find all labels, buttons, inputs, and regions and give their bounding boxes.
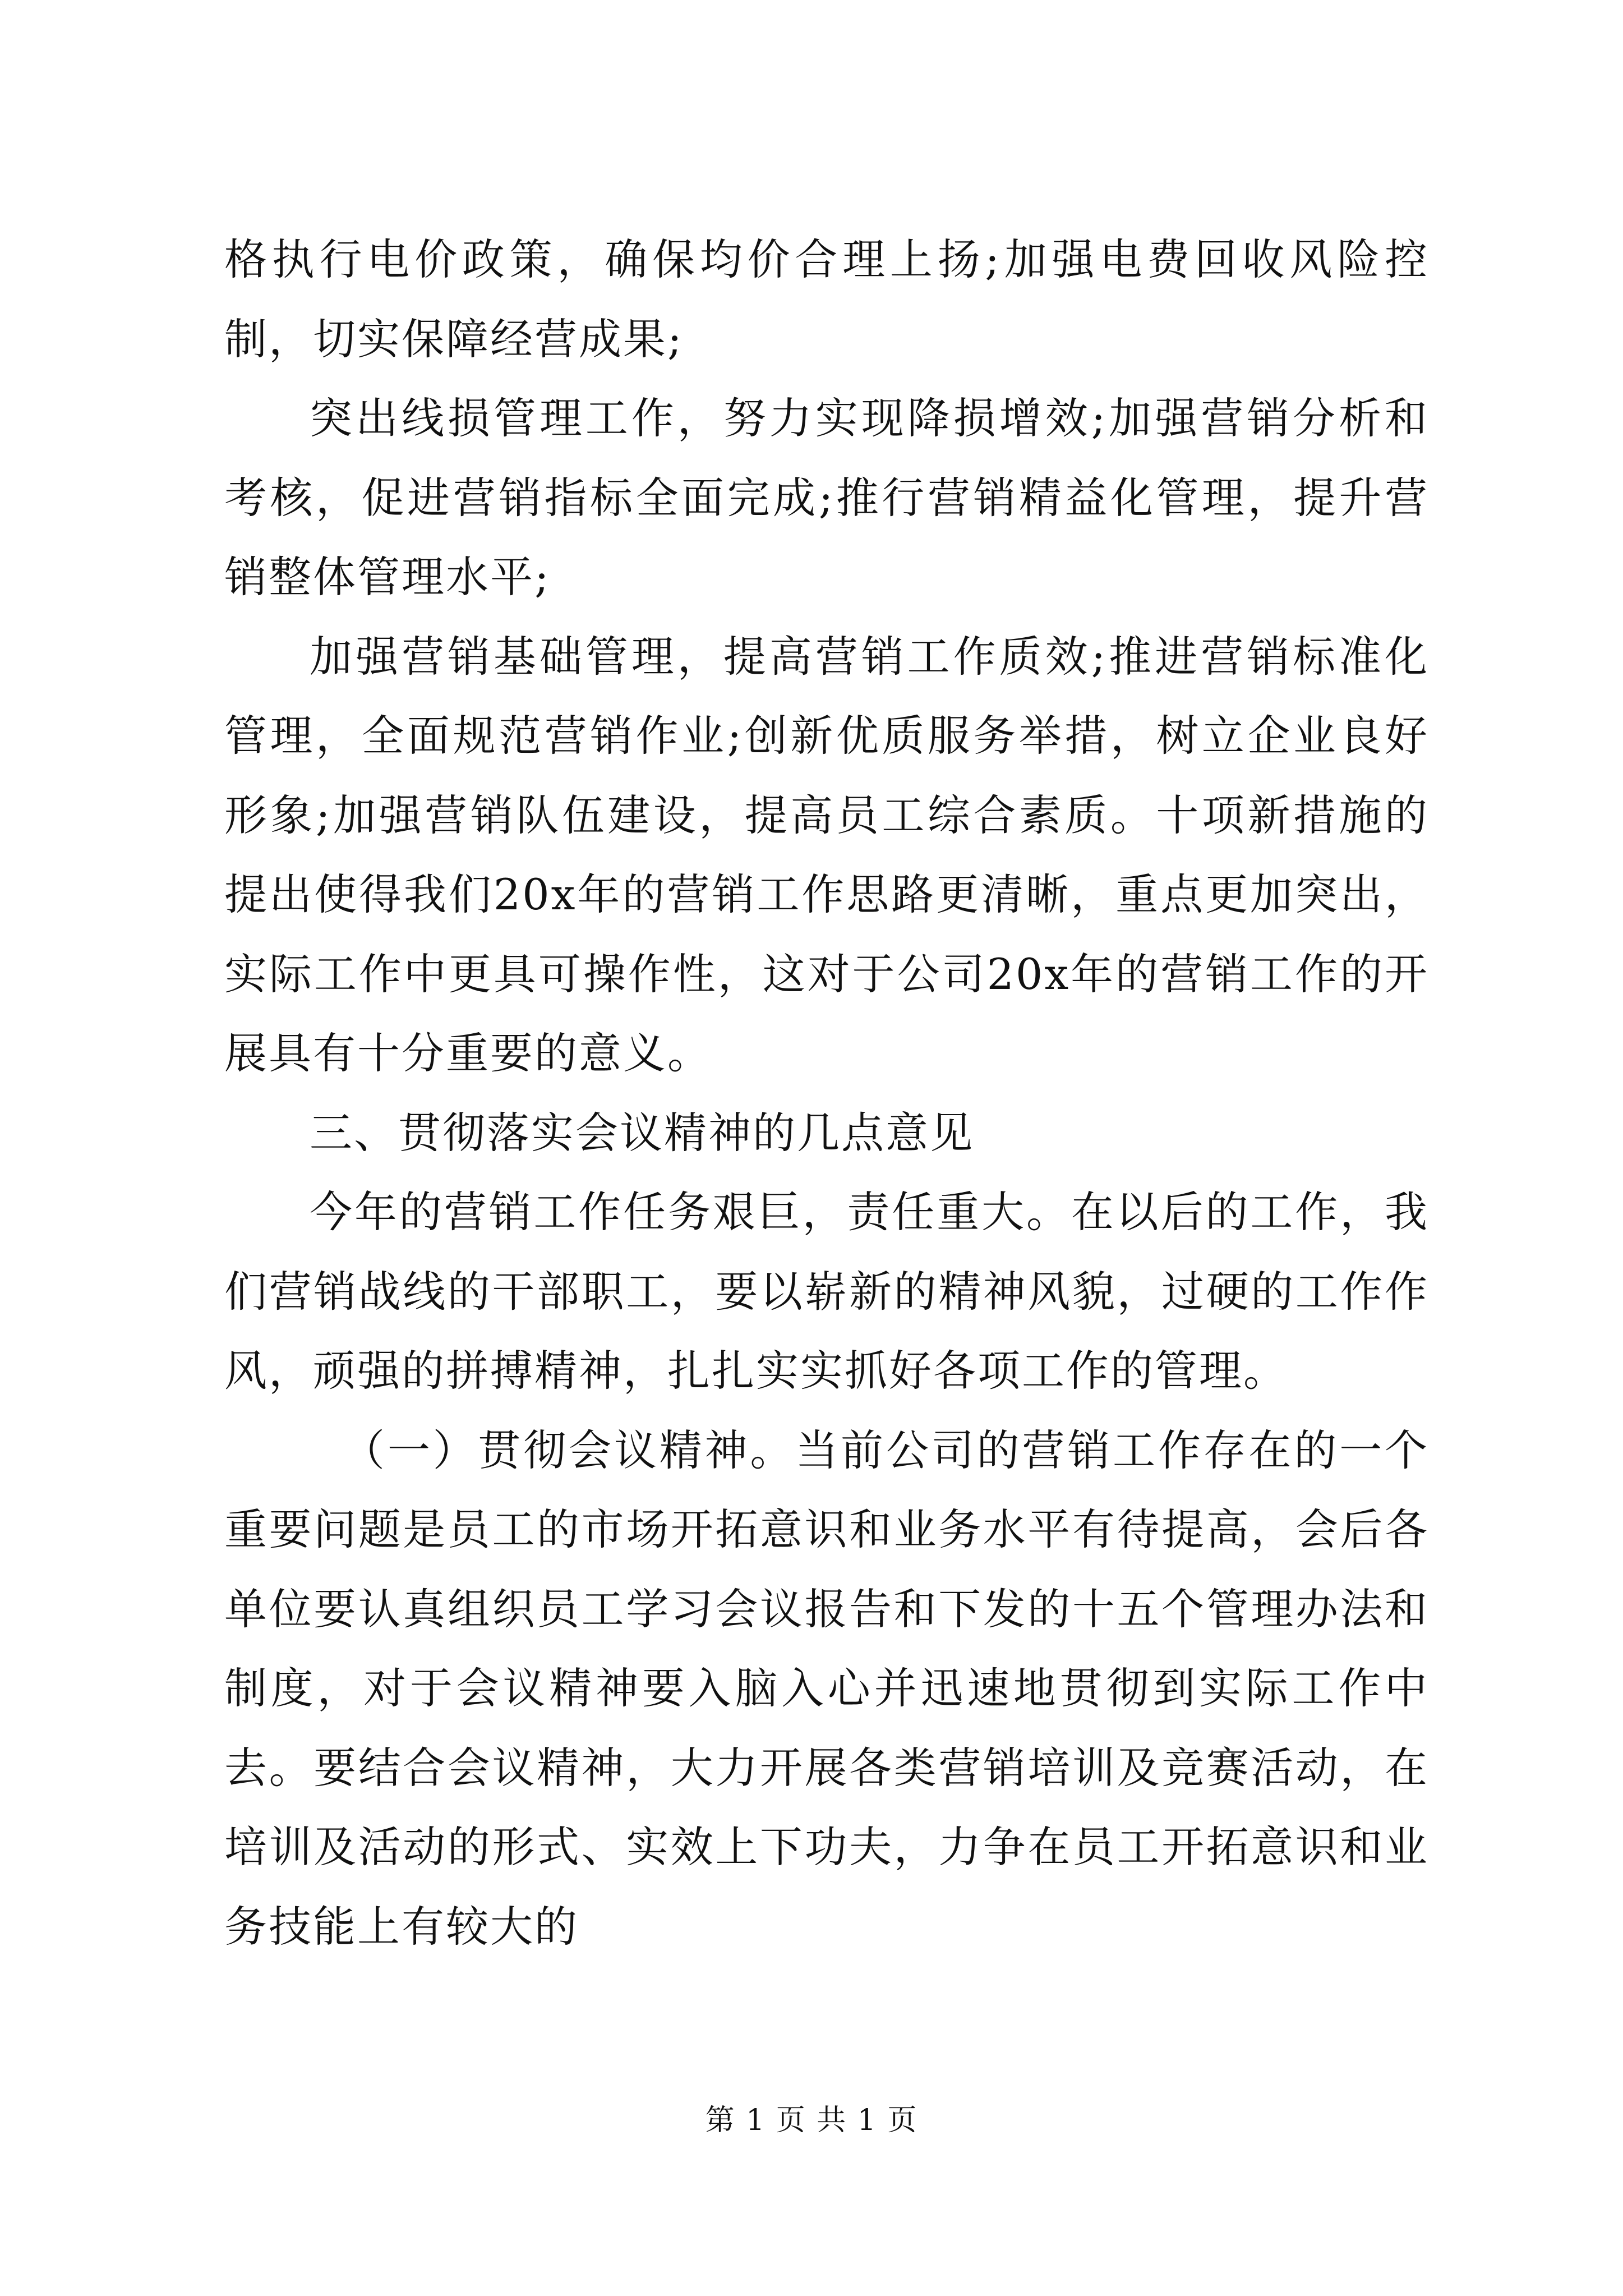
paragraph-continuation: 格执行电价政策，确保均价合理上扬;加强电费回收风险控制，切实保障经营成果;	[224, 234, 1429, 364]
body-text	[224, 220, 1429, 1966]
paragraph-item-one: （一）贯彻会议精神。当前公司的营销工作存在的一个重要问题是员工的市场开拓意识和业务水平有待提高，会后各单位要认真组织员工学习会议报告和下发的十五个管理办法和制度，对于会议精神要入脑入心并迅速地贯彻到实际工作中去。要结合会议精神，大力开展各类营销培训及竞赛活动，在培训及活动的形式、实效上下功夫，力争在员工开拓意识和业务技能上有较大的	[224, 1425, 1429, 1952]
paragraph-this-year: 今年的营销工作任务艰巨，责任重大。在以后的工作，我们营销战线的干部职工，要以崭新的精神风貌，过硬的工作作风，顽强的拼搏精神，扎扎实实抓好各项工作的管理。	[224, 1187, 1429, 1396]
paragraph-marketing-foundation: 加强营销基础管理，提高营销工作质效;推进营销标准化管理，全面规范营销作业;创新优质服务举措，树立企业良好形象;加强营销队伍建设，提高员工综合素质。十项新措施的提出使得我们20x年的营销工作思路更清晰，重点更加突出，实际工作中更具可操作性，这对于公司20x年的营销工作的开展具有十分重要的意义。	[224, 631, 1429, 1078]
page-footer: 第 1 页 共 1 页	[705, 2104, 918, 2137]
section-heading: 三、贯彻落实会议精神的几点意见	[310, 1107, 974, 1158]
paragraph-line-loss: 突出线损管理工作，努力实现降损增效;加强营销分析和考核，促进营销指标全面完成;推行营销精益化管理，提升营销整体管理水平;	[224, 393, 1429, 602]
